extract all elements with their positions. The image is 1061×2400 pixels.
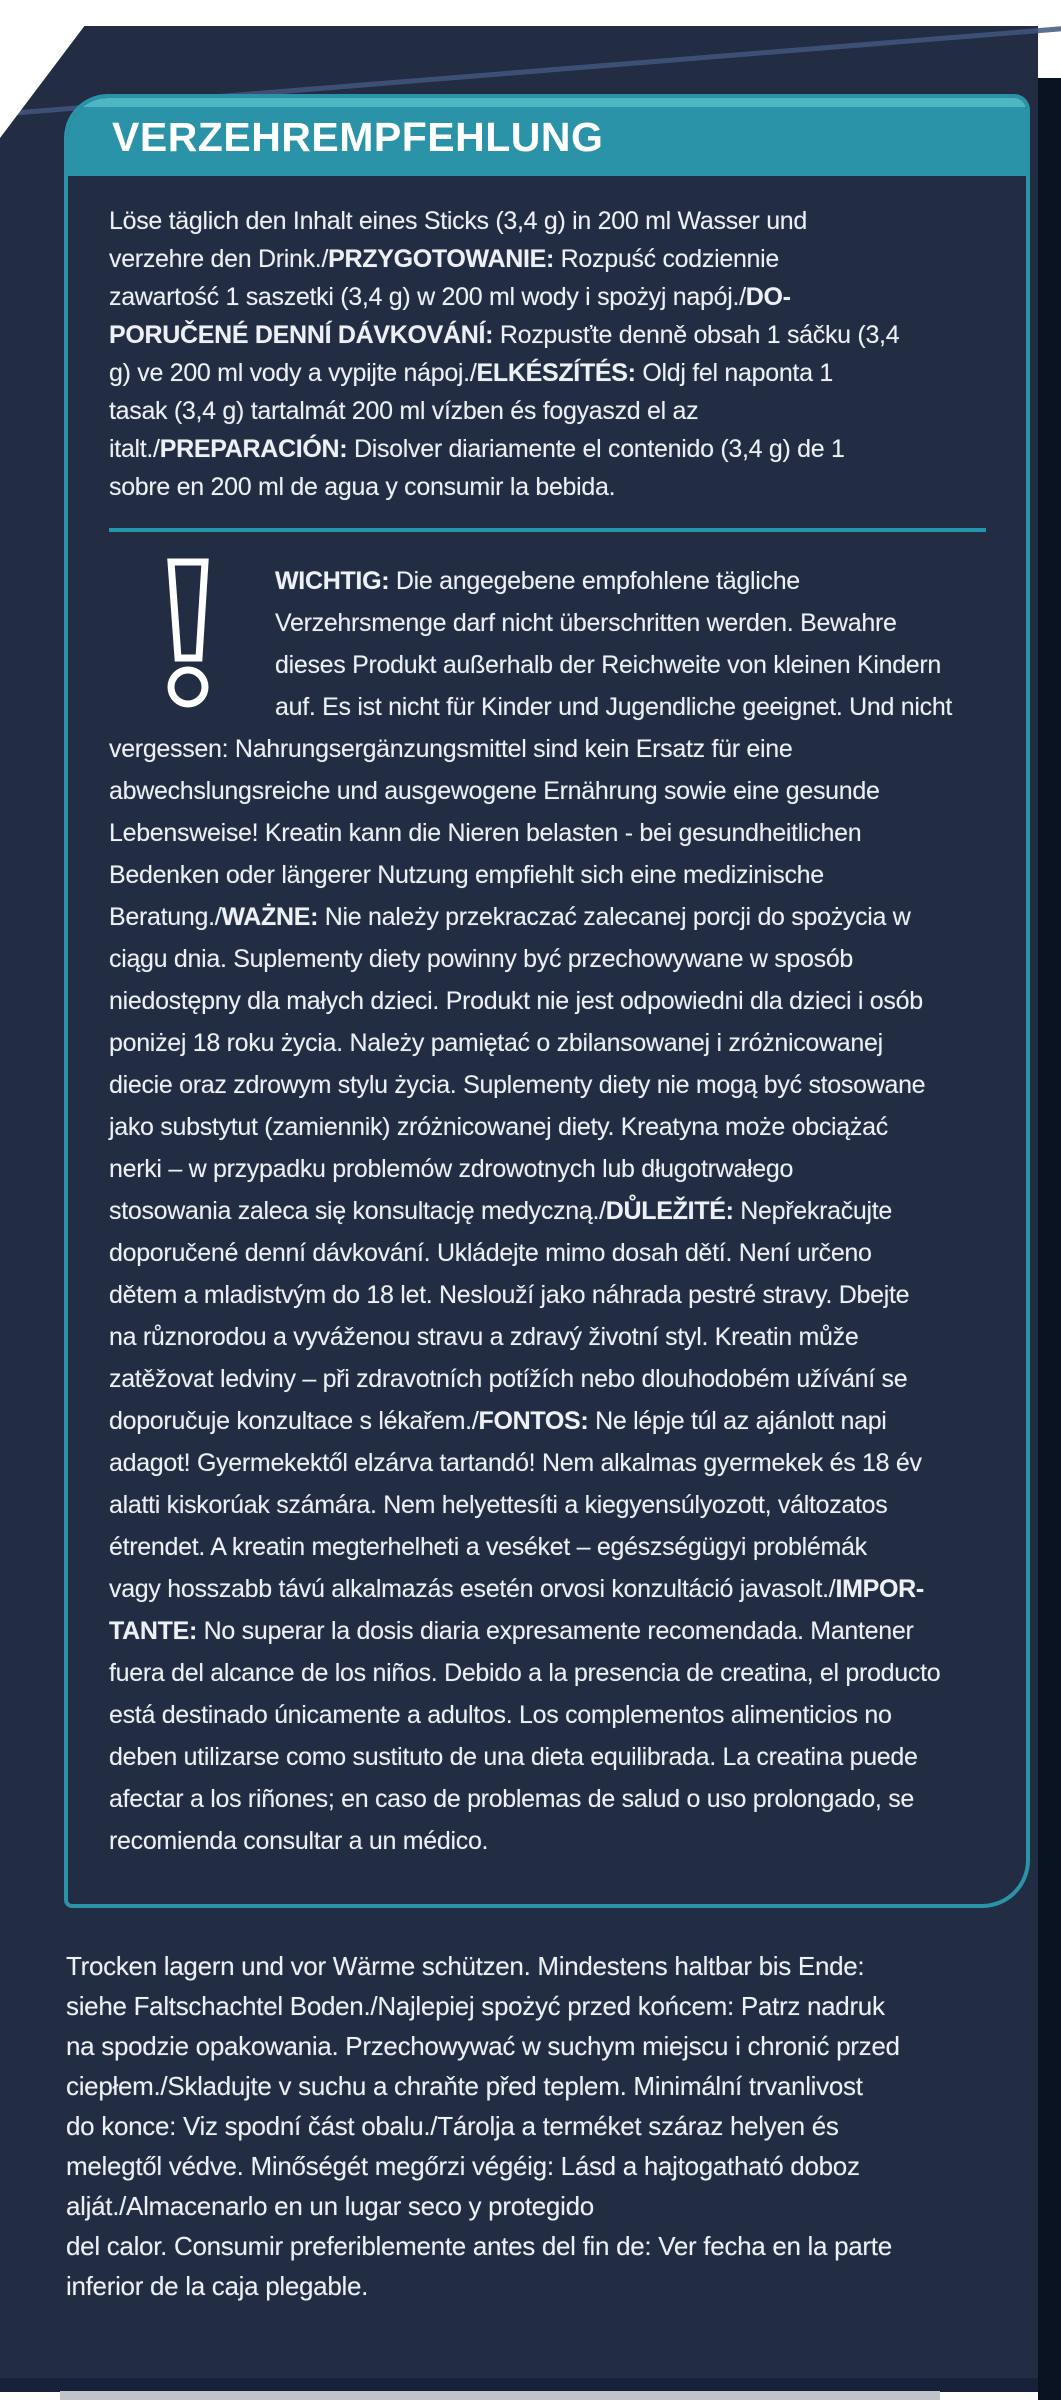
text-line: zawartość 1 saszetki (3,4 g) w 200 ml wody i spożyj napój./DO-	[109, 283, 791, 311]
text-line: alatti kiskorúak számára. Nem helyettesíti a kiegyensúlyozott, változatos	[109, 1491, 888, 1519]
text-line: WICHTIG: Die angegebene empfohlene tägliche	[275, 567, 800, 595]
text-line: étrendet. A kreatin megterhelheti a veséket – egészségügyi problémák	[109, 1533, 867, 1561]
dosage-instructions	[109, 202, 988, 506]
important-warning	[109, 560, 988, 1862]
text-line: alját./Almacenarlo en un lugar seco y protegido	[66, 2191, 594, 2221]
text-line: jako substytut (zamiennik) zróżnicowanej diety. Kreatyna może obciążać	[109, 1113, 888, 1141]
package-bottom-edge	[0, 2378, 1038, 2392]
text-line: abwechslungsreiche und ausgewogene Ernährung sowie eine gesunde	[109, 777, 880, 805]
text-line: Verzehrsmenge darf nicht überschritten werden. Bewahre	[275, 609, 897, 637]
text-line: afectar a los riñones; en caso de problemas de salud o uso prolongado, se	[109, 1785, 915, 1813]
text-line: ciągu dnia. Suplementy diety powinny być przechowywane w sposób	[109, 945, 854, 973]
text-line: sobre en 200 ml de agua y consumir la bebida.	[109, 473, 616, 501]
text-line: g) ve 200 ml vody a vypijte nápoj./ELKÉSZÍTÉS: Oldj fel naponta 1	[109, 359, 833, 387]
text-line: Bedenken oder längerer Nutzung empfiehlt sich eine medizinische	[109, 861, 824, 889]
text-line: zatěžovat ledviny – při zdravotních potížích nebo dlouhodobém užívání se	[109, 1365, 908, 1393]
text-line: adagot! Gyermekektől elzárva tartandó! Nem alkalmas gyermekek és 18 év	[109, 1449, 922, 1477]
text-line: vergessen: Nahrungsergänzungsmittel sind kein Ersatz für eine	[109, 735, 793, 763]
text-line: auf. Es ist nicht für Kinder und Jugendliche geeignet. Und nicht	[275, 693, 953, 721]
panel-body	[68, 176, 1026, 1862]
text-line: Trocken lagern und vor Wärme schützen. Mindestens haltbar bis Ende:	[66, 1951, 865, 1981]
consumption-panel	[64, 94, 1030, 1908]
package-bottom-face	[60, 2391, 940, 2400]
text-line: recomienda consultar a un médico.	[109, 1827, 489, 1855]
text-line: doporučené denní dávkování. Ukládejte mimo dosah dětí. Není určeno	[109, 1239, 872, 1267]
text-line: Löse täglich den Inhalt eines Sticks (3,4 g) in 200 ml Wasser und	[109, 207, 808, 235]
text-line: dětem a mladistvým do 18 let. Neslouží jako náhrada pestré stravy. Dbejte	[109, 1281, 910, 1309]
text-line: doporučuje konzultace s lékařem./FONTOS: Ne lépje túl az ajánlott napi	[109, 1407, 887, 1435]
text-line: Lebensweise! Kreatin kann die Nieren belasten - bei gesundheitlichen	[109, 819, 862, 847]
text-line: deben utilizarse como sustituto de una dieta equilibrada. La creatina puede	[109, 1743, 918, 1771]
panel-header	[68, 98, 1026, 176]
text-line: dieses Produkt außerhalb der Reichweite von kleinen Kindern	[275, 651, 942, 679]
text-line: na spodzie opakowania. Przechowywać w suchym miejscu i chronić przed	[66, 2031, 900, 2061]
text-line: stosowania zaleca się konsultację medyczną./DŮLEŽITÉ: Nepřekračujte	[109, 1197, 893, 1225]
text-line: na různorodou a vyváženou stravu a zdravý životní styl. Kreatin může	[109, 1323, 859, 1351]
panel-title: VERZEHREMPFEHLUNG	[112, 113, 604, 160]
text-line: tasak (3,4 g) tartalmát 200 ml vízben és fogyaszd el az	[109, 397, 699, 425]
text-line: TANTE: No superar la dosis diaria expresamente recomendada. Mantener	[109, 1617, 914, 1645]
text-line: del calor. Consumir preferiblemente antes del fin de: Ver fecha en la parte	[66, 2231, 892, 2261]
text-line: está destinado únicamente a adultos. Los complementos alimenticios no	[109, 1701, 892, 1729]
text-line: niedostępny dla małych dzieci. Produkt nie jest odpowiedni dla dzieci i osób	[109, 987, 923, 1015]
text-line: Beratung./WAŻNE: Nie należy przekraczać zalecanej porcji do spożycia w	[109, 903, 911, 931]
warning-text	[109, 728, 988, 1862]
text-line: fuera del alcance de los niños. Debido a la presencia de creatina, el producto	[109, 1659, 941, 1687]
text-line: poniżej 18 roku życia. Należy pamiętać o zbilansowanej i zróżnicowanej	[109, 1029, 883, 1057]
text-line: ciepłem./Skladujte v suchu a chraňte před teplem. Minimální trvanlivost	[66, 2071, 863, 2101]
package-side-edge	[1038, 78, 1061, 2400]
text-line: diecie oraz zdrowym stylu życia. Suplementy diety nie mogą być stosowane	[109, 1071, 926, 1099]
text-line: inferior de la caja plegable.	[66, 2271, 369, 2301]
text-line: nerki – w przypadku problemów zdrowotnych lub długotrwałego	[109, 1155, 794, 1183]
storage-note	[66, 1946, 1031, 2306]
text-line: verzehre den Drink./PRZYGOTOWANIE: Rozpuść codziennie	[109, 245, 780, 273]
warning-text-indented	[275, 560, 988, 728]
text-line: do konce: Viz spodní část obalu./Tárolja a terméket száraz helyen és	[66, 2111, 839, 2141]
separator-line	[109, 528, 986, 532]
text-line: vagy hosszabb távú alkalmazás esetén orvosi konzultáció javasolt./IMPOR-	[109, 1575, 924, 1603]
exclamation-icon	[165, 558, 211, 710]
text-line: PORUČENÉ DENNÍ DÁVKOVÁNÍ: Rozpusťte denně obsah 1 sáčku (3,4	[109, 321, 900, 349]
text-line: italt./PREPARACIÓN: Disolver diariamente el contenido (3,4 g) de 1	[109, 435, 845, 463]
text-line: siehe Faltschachtel Boden./Najlepiej spożyć przed końcem: Patrz nadruk	[66, 1991, 885, 2021]
text-line: melegtől védve. Minőségét megőrzi végéig: Lásd a hajtogatható doboz	[66, 2151, 860, 2181]
